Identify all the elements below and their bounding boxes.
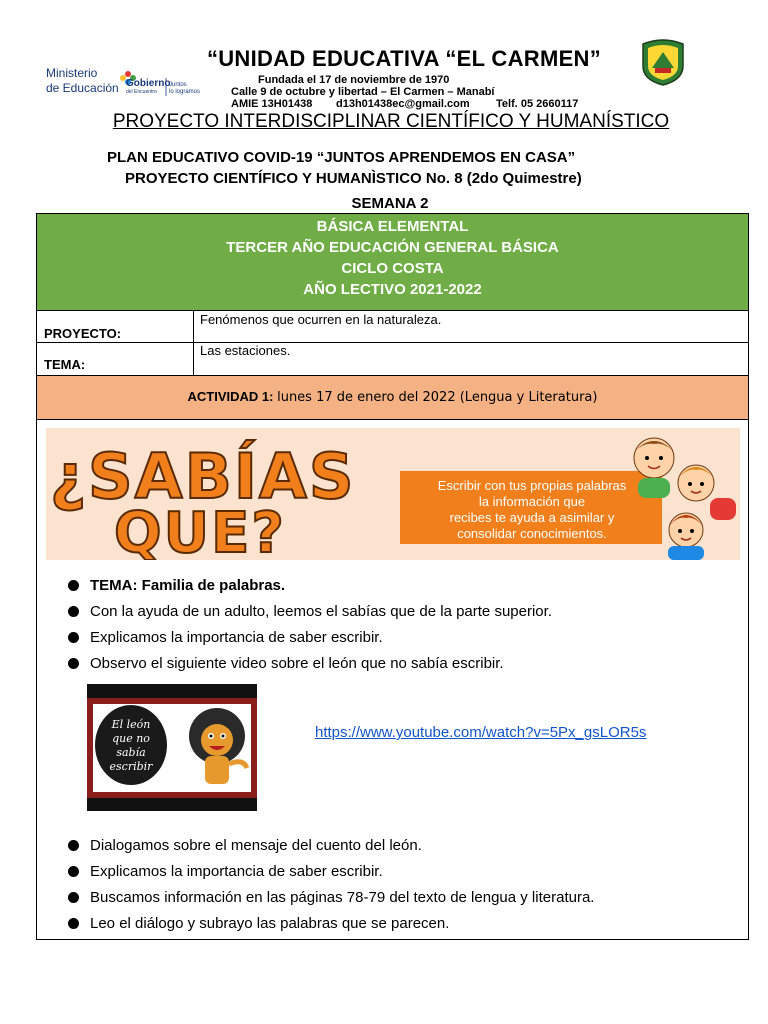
video-caption-2: que no (112, 732, 150, 745)
plan-line-1: PLAN EDUCATIVO COVID-19 “JUNTOS APRENDEMOS EN CASA” (107, 149, 576, 166)
info-line-3: CICLO COSTA (341, 260, 444, 277)
video-thumbnail[interactable] (87, 684, 257, 811)
gobierno-tagline-2: lo logramos (169, 89, 201, 95)
gobierno-subtext: del Encuentro (126, 89, 157, 95)
bullet-icon (68, 892, 79, 903)
proyecto-value: Fenómenos que ocurren en la naturaleza. (200, 312, 442, 327)
banner-text-3: recibes te ayuda a asimilar y (449, 510, 615, 525)
list-item: Con la ayuda de un adulto, leemos el sabías que de la parte superior. (68, 603, 552, 620)
list-item: Leo el diálogo y subrayo las palabras que se parecen. (68, 915, 449, 932)
school-crest-icon (640, 38, 686, 86)
bullet-icon (68, 580, 79, 591)
actividad-label: ACTIVIDAD 1: (187, 389, 274, 404)
gobierno-tagline-1: Juntos (169, 82, 187, 88)
bullet-icon (68, 606, 79, 617)
sabias-que-banner (46, 428, 740, 560)
list-item: TEMA: Familia de palabras. (68, 577, 285, 594)
info-block (37, 214, 748, 310)
info-line-1: BÁSICA ELEMENTAL (316, 218, 469, 235)
tema-value: Las estaciones. (200, 343, 291, 358)
bullet-icon (68, 658, 79, 669)
school-title: “UNIDAD EDUCATIVA “EL CARMEN” (206, 46, 602, 71)
project-title: PROYECTO INTERDISCIPLINAR CIENTÍFICO Y HUMANÍSTICO (112, 111, 670, 132)
table-divider (193, 310, 194, 375)
founded-text: Fundada el 17 de noviembre de 1970 (258, 74, 450, 86)
amie-text: AMIE 13H01438 (231, 98, 313, 110)
youtube-link[interactable]: https://www.youtube.com/watch?v=5Px_gsLOR5s (315, 724, 647, 741)
tema-row (37, 342, 748, 375)
banner-text-4: consolidar conocimientos. (457, 526, 607, 541)
video-caption-3: sabía (116, 746, 146, 759)
semana-label: SEMANA 2 (351, 195, 429, 212)
bullet-list-top (68, 577, 748, 677)
phone-text: Telf. 05 2660117 (496, 98, 579, 110)
video-caption-4: escribir (109, 760, 153, 773)
ministerio-line1: Ministerio (46, 66, 98, 80)
address-text: Calle 9 de octubre y libertad – El Carmen – Manabí (231, 86, 495, 98)
actividad-bar (37, 375, 748, 420)
list-item: Explicamos la importancia de saber escribir. (68, 629, 383, 646)
bullet-icon (68, 840, 79, 851)
video-caption-1: El león (111, 718, 151, 731)
email-text: d13h01438ec@gmail.com (336, 98, 470, 110)
bullet-icon (68, 632, 79, 643)
info-line-4: AÑO LECTIVO 2021-2022 (303, 281, 482, 298)
banner-text-1: Escribir con tus propias palabras (437, 478, 627, 493)
list-item: Observo el siguiente video sobre el león que no sabía escribir. (68, 655, 504, 672)
sabias-headline: ¿SABÍAS (50, 440, 356, 513)
actividad-value: lunes 17 de enero del 2022 (Lengua y Literatura) (277, 390, 598, 405)
banner-text-2: la información que (478, 494, 586, 509)
info-line-2: TERCER AÑO EDUCACIÓN GENERAL BÁSICA (226, 239, 559, 256)
proyecto-label: PROYECTO: (44, 326, 122, 341)
list-item: Dialogamos sobre el mensaje del cuento del león. (68, 837, 422, 854)
que-headline: QUE? (114, 501, 286, 560)
list-item: Explicamos la importancia de saber escribir. (68, 863, 383, 880)
bullet-icon (68, 866, 79, 877)
bullet-icon (68, 918, 79, 929)
list-item: Buscamos información en las páginas 78-79 del texto de lengua y literatura. (68, 889, 594, 906)
plan-line-2: PROYECTO CIENTÍFICO Y HUMANÌSTICO No. 8 (2do Quimestre) (125, 170, 582, 187)
ministerio-line2: de Educación (46, 81, 119, 95)
bullet-list-bottom (68, 837, 748, 937)
gobierno-text: Gobierno (126, 78, 171, 89)
tema-label: TEMA: (44, 357, 86, 372)
